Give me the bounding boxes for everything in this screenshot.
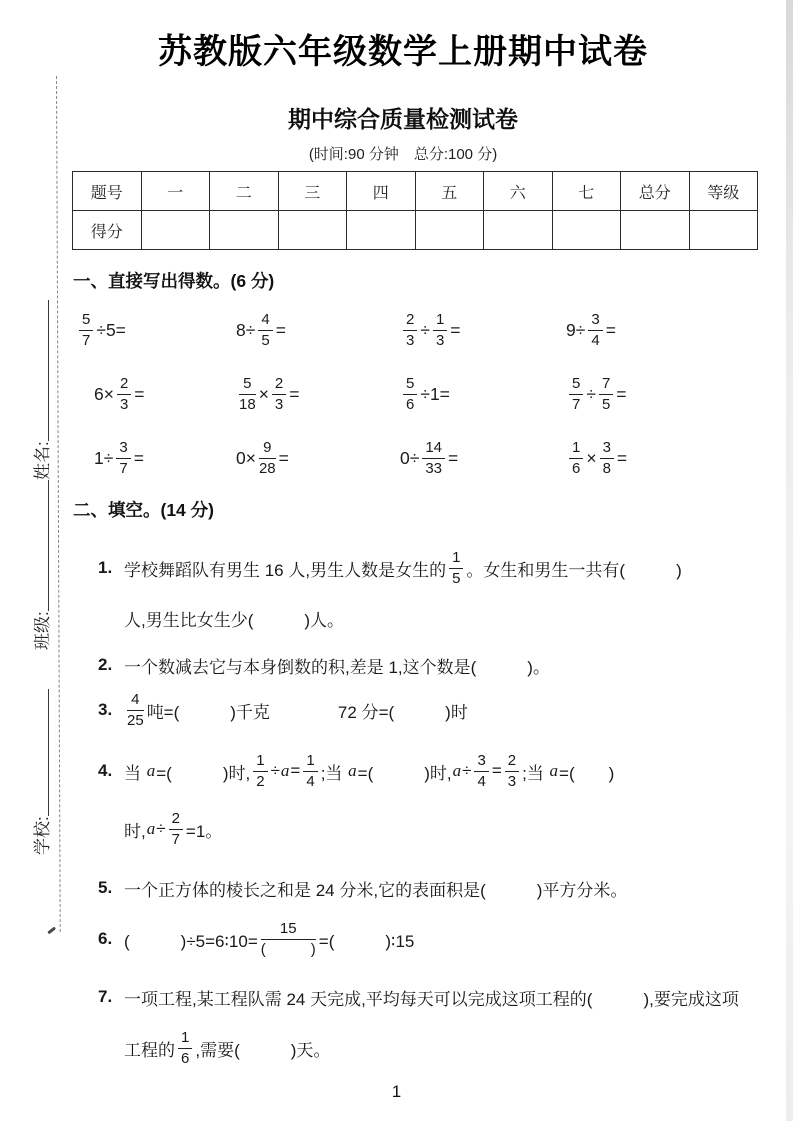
question-body (124, 682, 770, 738)
text-token: = (275, 319, 286, 340)
text-token: 6× (94, 383, 114, 404)
question-line (124, 908, 770, 970)
fraction (127, 691, 144, 729)
score-table-header-cell: 二 (210, 172, 279, 211)
page-title: 苏教版六年级数学上册期中试卷 (158, 33, 648, 71)
question-line (124, 868, 770, 908)
fraction (253, 752, 267, 790)
fraction-denominator: 6 (181, 1049, 190, 1067)
calc-expression (566, 439, 736, 477)
score-empty-cell (484, 211, 553, 250)
question-line (124, 645, 770, 685)
fraction-denominator: 5 (452, 569, 461, 587)
score-empty-cell (552, 211, 621, 250)
page-number: 1 (391, 1082, 402, 1101)
score-table-header-row (73, 172, 758, 211)
name-label: 姓名: (32, 441, 52, 480)
calc-expression (566, 375, 736, 413)
text-token: 0× (236, 447, 256, 468)
fraction-numerator: 2 (117, 375, 131, 394)
fraction-numerator: 3 (588, 311, 602, 330)
fraction-denominator: 3 (119, 395, 129, 413)
score-empty-cell (278, 211, 347, 250)
fraction-denominator: 3 (435, 331, 445, 349)
calc-expression (236, 375, 400, 413)
text-token: = (448, 447, 459, 468)
fraction-denominator: 6 (572, 459, 581, 477)
calculation-grid (76, 298, 736, 490)
score-table-header-cell: 题号 (73, 172, 142, 211)
fraction-numerator: 2 (403, 311, 417, 330)
fraction-numerator: 1 (433, 311, 447, 330)
section-two-title: 二、填空。(14 分) (73, 500, 214, 520)
score-table-header-cell: 五 (415, 172, 484, 211)
fraction-numerator: 1 (178, 1029, 192, 1048)
fraction (117, 375, 131, 413)
fraction-numerator: 2 (505, 752, 519, 771)
calc-expression (566, 311, 736, 349)
question-body (124, 908, 770, 970)
text-token: = (605, 319, 616, 340)
text-token: =( )时, (156, 763, 251, 783)
text-token: =( ) (559, 763, 615, 783)
fraction-numerator: 5 (569, 375, 583, 394)
question-line (124, 800, 770, 858)
fraction-denominator: 6 (406, 395, 415, 413)
fraction-numerator: 1 (303, 752, 317, 771)
fraction-numerator: 3 (116, 439, 130, 458)
fraction-numerator: 3 (600, 439, 614, 458)
text-token: ÷ (586, 383, 596, 404)
fraction (303, 752, 317, 790)
fraction-numerator: 4 (258, 311, 272, 330)
fraction-numerator: 7 (599, 375, 613, 394)
score-empty-cell (689, 211, 758, 250)
student-name-field (27, 300, 53, 480)
variable-token: a (348, 761, 357, 780)
fraction-denominator: 5 (261, 331, 270, 349)
text-token: = (289, 383, 300, 404)
score-table-header-cell: 六 (484, 172, 553, 211)
fraction (449, 549, 463, 587)
text-token: 9÷ (566, 319, 586, 340)
fraction-denominator: 8 (602, 459, 611, 477)
question-line (124, 540, 770, 596)
fraction-denominator: 5 (601, 395, 611, 413)
pen-mark (47, 926, 56, 934)
fraction (403, 311, 417, 349)
fraction (79, 311, 93, 349)
fraction-denominator: 7 (119, 459, 128, 477)
fraction (403, 375, 417, 413)
fraction (239, 375, 256, 413)
text-token: × (258, 383, 269, 404)
fraction (474, 752, 488, 790)
fraction-numerator: 2 (272, 375, 286, 394)
text-token: 。女生和男生一共有( ) (466, 560, 682, 580)
text-token: 1÷ (94, 447, 114, 468)
text-token: ÷5= (96, 319, 126, 340)
text-token: × (586, 447, 597, 468)
variable-token: a (549, 761, 559, 780)
variable-token: a (146, 819, 156, 838)
fraction (272, 375, 286, 413)
score-empty-cell (415, 211, 484, 250)
calc-expression (236, 311, 400, 349)
scan-edge-shadow (786, 0, 793, 1121)
variable-token: a (146, 761, 156, 780)
question-5 (98, 868, 770, 908)
question-body (124, 742, 770, 858)
student-class-field (27, 480, 53, 650)
question-number: 5. (98, 878, 113, 897)
question-6 (98, 908, 770, 970)
score-table-header-cell: 一 (141, 172, 210, 211)
question-2 (98, 645, 770, 685)
text-token: ÷ (462, 761, 472, 780)
question-number: 3. (98, 700, 113, 719)
score-table-score-row (73, 211, 758, 250)
text-token: 当 (124, 763, 146, 783)
fraction (116, 439, 130, 477)
fraction-denominator: 33 (425, 459, 443, 477)
text-token: 一个正方体的棱长之和是 24 分米,它的表面积是( )平方分米。 (124, 880, 628, 900)
margin-divider-dashed-line (56, 76, 61, 932)
text-token: =1。 (185, 821, 223, 841)
fraction-denominator: ( ) (260, 940, 316, 958)
fraction-numerator: 5 (239, 375, 256, 394)
text-token: 一个数减去它与本身倒数的积,差是 1,这个数是( )。 (124, 657, 550, 677)
school-label: 学校: (32, 816, 52, 855)
text-token: = (616, 447, 628, 468)
question-body (124, 975, 770, 1077)
text-token: = (290, 761, 301, 780)
text-token: ;当 (320, 763, 348, 783)
fraction-numerator: 2 (169, 810, 183, 829)
fraction (169, 810, 183, 848)
text-token: 人,男生比女生少( )人。 (124, 610, 345, 630)
fraction-denominator: 4 (306, 772, 315, 790)
text-token: ,需要( )天。 (195, 1040, 331, 1060)
fraction (259, 439, 276, 477)
score-table-header-cell: 四 (347, 172, 416, 211)
text-token: 时, (124, 821, 146, 841)
score-empty-cell (210, 211, 279, 250)
question-number: 2. (98, 655, 113, 674)
fraction (599, 375, 613, 413)
text-token: ÷ (270, 761, 280, 780)
question-line (124, 682, 770, 738)
calc-expression (76, 311, 236, 349)
text-token: 工程的 (124, 1040, 175, 1060)
calc-expression (400, 311, 566, 349)
time-score-info: (时间:90 分钟 总分:100 分) (308, 146, 498, 163)
fraction-denominator: 25 (127, 711, 144, 729)
fraction (569, 375, 583, 413)
score-table (72, 171, 758, 250)
fraction-numerator: 1 (449, 549, 463, 568)
calc-expression (76, 375, 236, 413)
question-number: 1. (98, 558, 113, 577)
text-token: ( )÷5=6∶10= (124, 931, 258, 951)
fraction-numerator: 1 (253, 752, 267, 771)
text-token: ÷1= (420, 383, 450, 404)
fraction-numerator: 5 (79, 311, 93, 330)
score-table-header-cell: 等级 (689, 172, 758, 211)
fraction-numerator: 15 (261, 920, 316, 939)
fraction-denominator: 7 (82, 331, 91, 349)
text-token: = (616, 383, 627, 404)
text-token: = (133, 447, 144, 468)
score-empty-cell (347, 211, 416, 250)
score-table-header-cell: 总分 (621, 172, 690, 211)
score-row-label: 得分 (73, 211, 142, 250)
fraction-denominator: 7 (572, 395, 581, 413)
fraction (433, 311, 447, 349)
class-blank-line (48, 480, 49, 611)
question-line (124, 596, 770, 640)
fraction (588, 311, 602, 349)
question-line (124, 742, 770, 800)
question-line (124, 975, 770, 1019)
fraction-denominator: 7 (171, 830, 180, 848)
fraction-denominator: 3 (274, 395, 284, 413)
text-token: ÷ (156, 819, 166, 838)
question-number: 7. (98, 987, 113, 1006)
class-label: 班级: (32, 611, 52, 650)
score-table-header-cell: 七 (552, 172, 621, 211)
score-empty-cell (621, 211, 690, 250)
fraction-denominator: 4 (591, 331, 600, 349)
fraction (178, 1029, 192, 1067)
variable-token: a (452, 761, 462, 780)
text-token: = (491, 761, 502, 780)
fraction-denominator: 18 (239, 395, 256, 413)
name-blank-line (48, 300, 49, 441)
question-number: 4. (98, 761, 113, 780)
fraction-denominator: 28 (258, 459, 276, 477)
question-4 (98, 742, 770, 858)
text-token: 吨=( )千克 72 分=( )时 (146, 702, 468, 722)
fraction (258, 311, 272, 349)
text-token: = (278, 447, 289, 468)
calc-expression (400, 375, 566, 413)
text-token: 8÷ (236, 319, 256, 340)
text-token: 学校舞蹈队有男生 16 人,男生人数是女生的 (124, 560, 447, 580)
question-body (124, 645, 770, 685)
fraction-denominator: 3 (507, 772, 517, 790)
school-blank-line (48, 689, 49, 816)
score-table-header-cell: 三 (278, 172, 347, 211)
fraction-numerator: 9 (259, 439, 276, 458)
text-token: ÷ (420, 319, 430, 340)
fraction-numerator: 3 (474, 752, 488, 771)
fraction-numerator: 14 (422, 439, 445, 458)
question-body (124, 868, 770, 908)
fraction (600, 439, 614, 477)
fraction (261, 920, 316, 958)
fraction (505, 752, 519, 790)
calc-expression (400, 439, 566, 477)
student-school-field (27, 689, 53, 855)
score-empty-cell (141, 211, 210, 250)
fraction-denominator: 3 (406, 331, 415, 349)
question-line (124, 1019, 770, 1077)
calc-expression (236, 439, 400, 477)
text-token: = (134, 383, 145, 404)
text-token: 一项工程,某工程队需 24 天完成,平均每天可以完成这项工程的( ),要完成这项 (124, 989, 739, 1009)
fraction-numerator: 1 (569, 439, 583, 458)
question-3 (98, 682, 770, 738)
variable-token: a (280, 761, 290, 780)
fraction-denominator: 2 (256, 772, 265, 790)
section-one-title: 一、直接写出得数。(6 分) (73, 271, 275, 291)
calc-expression (76, 439, 236, 477)
text-token: ;当 (522, 763, 549, 783)
fraction-denominator: 4 (477, 772, 486, 790)
text-token: =( )∶15 (318, 931, 415, 951)
fraction-numerator: 5 (403, 375, 417, 394)
fraction (422, 439, 445, 477)
question-body (124, 540, 770, 640)
fraction (569, 439, 583, 477)
fraction-numerator: 4 (127, 691, 144, 710)
question-1 (98, 540, 770, 640)
text-token: =( )时, (357, 763, 452, 783)
question-7 (98, 975, 770, 1077)
text-token: 0÷ (400, 447, 420, 468)
question-number: 6. (98, 929, 113, 948)
paper-subtitle: 期中综合质量检测试卷 (288, 106, 518, 132)
text-token: = (450, 319, 461, 340)
